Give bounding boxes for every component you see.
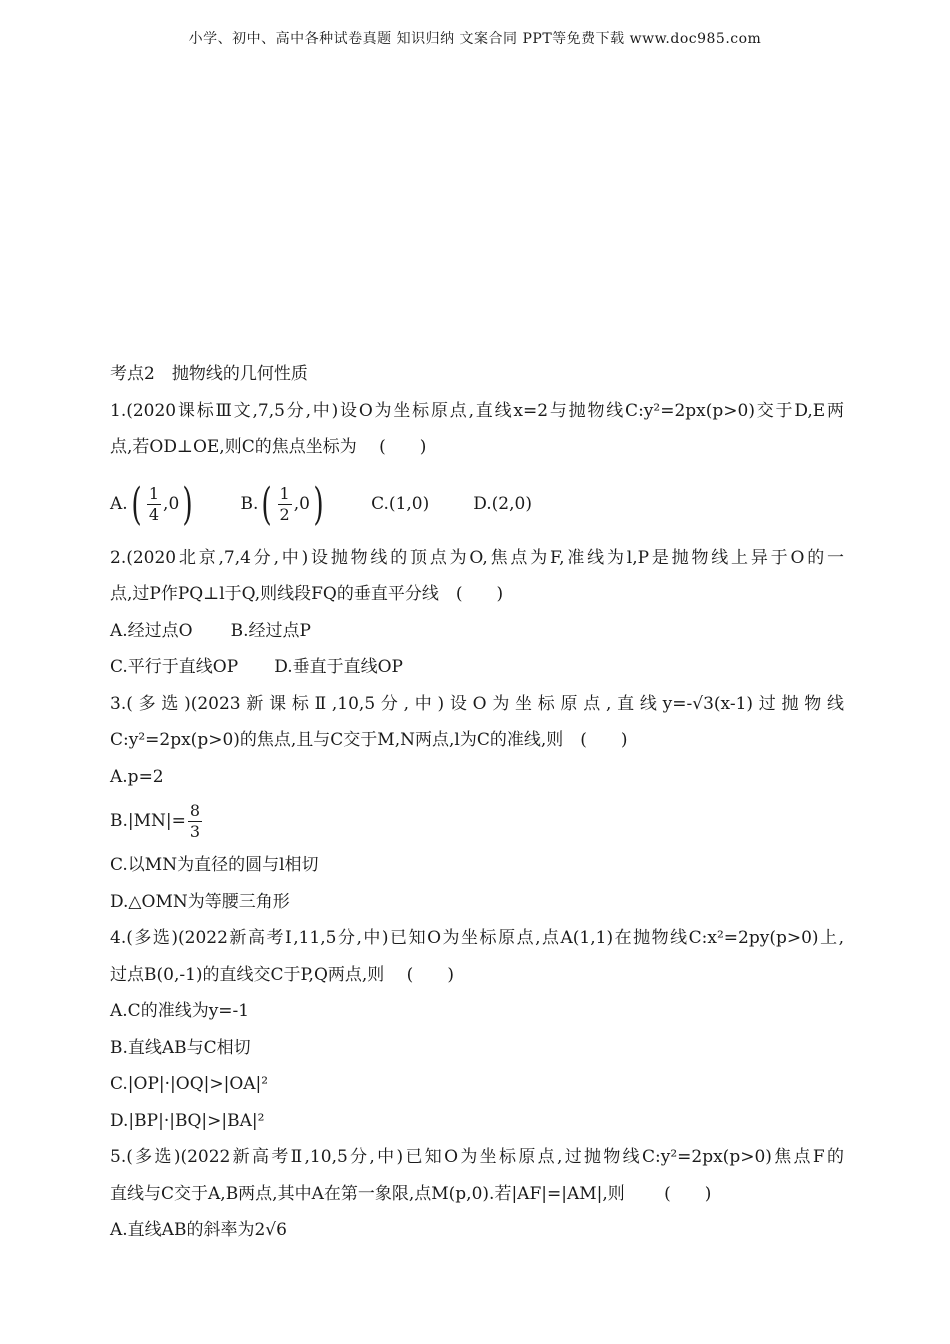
question-1-option-b (240, 478, 327, 530)
fraction-numerator: 8 (189, 800, 201, 820)
question-2-stem-line-2: 点,过P作PQ⊥l于Q,则线段FQ的垂直平分线 ( ) (110, 584, 504, 604)
question-5 (110, 1139, 844, 1249)
question-3-option-a: A.p=2 (110, 766, 164, 787)
fraction-eight-thirds (188, 801, 202, 842)
question-1-options (110, 476, 844, 534)
left-paren-icon: ( (131, 478, 142, 530)
question-3-option-b (110, 795, 844, 847)
question-1-stem-line-2: 点,若OD⊥OE,则C的焦点坐标为 ( ) (110, 437, 427, 457)
fraction-one-half (278, 484, 292, 525)
question-2 (110, 540, 844, 686)
question-4-option-b: B.直线AB与C相切 (110, 1037, 251, 1058)
document-body (110, 356, 844, 1249)
right-paren-icon: ) (182, 478, 194, 530)
question-4-stem-line-2: 过点B(0,-1)的直线交C于P,Q两点,则 ( ) (110, 964, 454, 985)
question-2-option-c: C.平行于直线OP (110, 657, 239, 677)
question-1-option-a (110, 478, 196, 530)
option-a-label: A. (110, 494, 128, 515)
right-paren-icon: ) (313, 478, 324, 530)
option-b-label: B.|MN|= (110, 810, 186, 831)
question-1-option-d: D.(2,0) (473, 494, 532, 515)
question-4-option-c: C.|OP|·|OQ|>|OA|² (110, 1074, 269, 1094)
question-2-options-row-1 (110, 613, 844, 650)
question-1 (110, 393, 844, 534)
question-4-option-d: D.|BP|·|BQ|>|BA|² (110, 1110, 265, 1131)
question-3-option-d: D.△OMN为等腰三角形 (110, 891, 290, 912)
question-4-stem-line-1: 4.(多选)(2022新高考Ⅰ,11,5分,中)已知O为坐标原点,点A(1,1)在抛物线C:x²=2py(p>0)上, (110, 928, 844, 948)
question-1-option-c: C.(1,0) (371, 494, 430, 515)
question-3-option-c: C.以MN为直径的圆与l相切 (110, 855, 319, 875)
question-2-stem-line-1: 2.(2020北京,7,4分,中)设抛物线的顶点为O,焦点为F,准线为l,P是抛物线上异于O的一 (110, 547, 844, 568)
page-header: 小学、初中、高中各种试卷真题 知识归纳 文案合同 PPT等免费下载 www.doc985.com (188, 31, 762, 47)
question-2-options-row-2 (110, 649, 844, 686)
option-b-tail: ,0 (293, 494, 310, 515)
fraction-denominator: 2 (279, 505, 290, 524)
option-b-label: B. (240, 494, 259, 515)
section-title: 考点2 抛物线的几何性质 (110, 364, 308, 384)
fraction-denominator: 4 (148, 505, 160, 524)
question-5-stem-line-1: 5.(多选)(2022新高考Ⅱ,10,5分,中)已知O为坐标原点,过抛物线C:y²=2px(p>0)焦点F的 (110, 1147, 844, 1167)
question-3-stem-line-2: C:y²=2px(p>0)的焦点,且与C交于M,N两点,l为C的准线,则 ( ) (110, 730, 628, 750)
question-2-option-a: A.经过点O (110, 620, 193, 641)
question-3 (110, 686, 844, 921)
left-paren-icon: ( (261, 478, 273, 530)
question-4 (110, 920, 844, 1139)
fraction-one-quarter (147, 484, 161, 525)
fraction-numerator: 1 (279, 484, 290, 503)
question-5-stem-line-2: 直线与C交于A,B两点,其中A在第一象限,点M(p,0).若|AF|=|AM|,则 ( ) (110, 1183, 712, 1204)
question-3-stem-line-1: 3.(多选)(2023新课标Ⅱ,10,5分,中)设O为坐标原点,直线y=-√3(x-1)过抛物线 (110, 693, 844, 714)
question-4-option-a: A.C的准线为y=-1 (110, 1001, 250, 1021)
question-5-option-a: A.直线AB的斜率为2√6 (110, 1220, 287, 1240)
fraction-denominator: 3 (189, 821, 201, 841)
option-a-tail: ,0 (163, 494, 180, 515)
question-2-option-b: B.经过点P (230, 620, 311, 641)
question-1-stem-line-1: 1.(2020课标Ⅲ文,7,5分,中)设O为坐标原点,直线x=2与抛物线C:y²=2px(p>0)交于D,E两 (110, 400, 844, 421)
question-2-option-d: D.垂直于直线OP (274, 657, 403, 677)
fraction-numerator: 1 (148, 484, 160, 503)
